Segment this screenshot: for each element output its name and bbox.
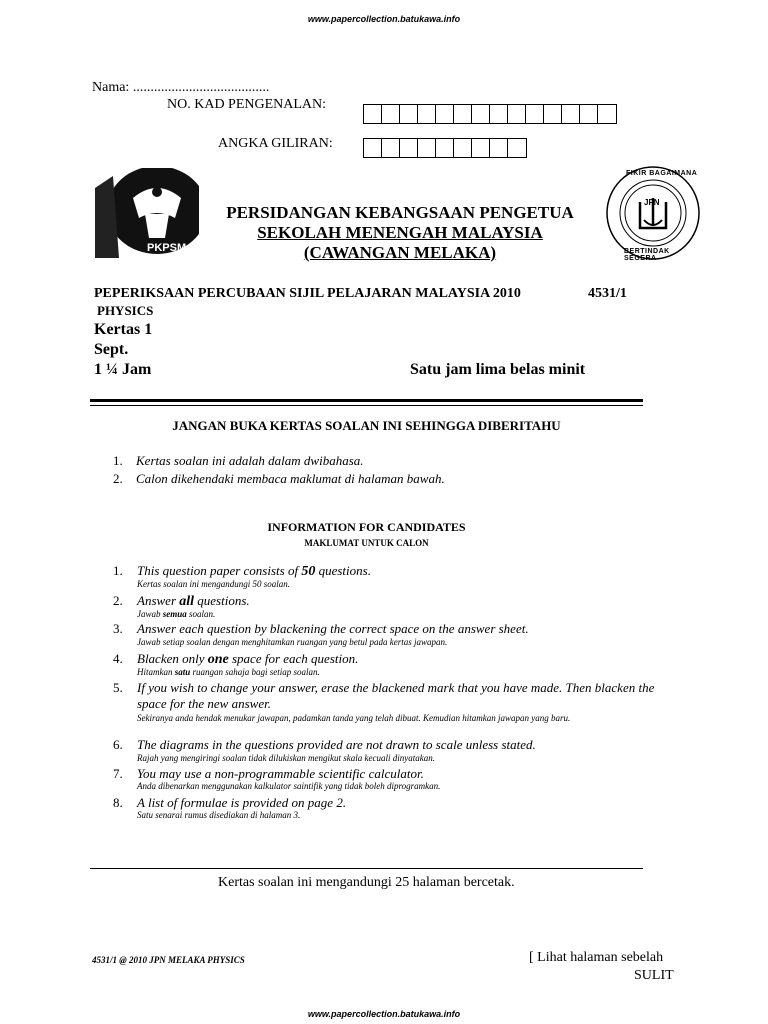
header-rule-thin bbox=[90, 405, 643, 406]
digit-box[interactable] bbox=[562, 105, 580, 123]
instruction-en: Answer each question by blackening the correct space on the answer sheet. bbox=[137, 621, 529, 636]
angka-giliran-boxes[interactable] bbox=[363, 138, 527, 158]
exam-code: 4531/1 bbox=[588, 286, 627, 301]
do-not-open-warning: JANGAN BUKA KERTAS SOALAN INI SEHINGGA DIBERITAHU bbox=[172, 418, 561, 433]
jpn-seal bbox=[604, 164, 702, 262]
ic-number-boxes[interactable] bbox=[363, 104, 617, 124]
ic-number-label: NO. KAD PENGENALAN: bbox=[167, 97, 327, 112]
instruction-ms: Anda dibenarkan menggunakan kalkulator saintifik yang tidak boleh diprogramkan. bbox=[137, 781, 441, 791]
digit-box[interactable] bbox=[364, 105, 382, 123]
digit-box[interactable] bbox=[526, 105, 544, 123]
digit-box[interactable] bbox=[472, 139, 490, 157]
instruction-en: Blacken only one space for each question. bbox=[137, 651, 359, 667]
org-title-line2: SEKOLAH MENENGAH MALAYSIA bbox=[257, 223, 543, 242]
instruction-number: 4. bbox=[113, 651, 123, 666]
note-number: 2. bbox=[113, 471, 123, 486]
header-rule-thick bbox=[90, 399, 643, 402]
footer-sulit: SULIT bbox=[634, 968, 674, 983]
exam-duration: 1 ¼ Jam bbox=[94, 361, 152, 378]
instruction-number: 2. bbox=[113, 593, 123, 608]
digit-box[interactable] bbox=[364, 139, 382, 157]
digit-box[interactable] bbox=[598, 105, 616, 123]
org-title-line1: PERSIDANGAN KEBANGSAAN PENGETUA bbox=[226, 203, 574, 222]
note-text: Kertas soalan ini adalah dalam dwibahasa. bbox=[136, 453, 364, 468]
digit-box[interactable] bbox=[580, 105, 598, 123]
seal-center-text: JPN bbox=[644, 198, 660, 207]
pkpsm-logo-text: PKPSM bbox=[147, 242, 187, 254]
page-count-note: Kertas soalan ini mengandungi 25 halaman bercetak. bbox=[218, 875, 515, 890]
exam-paper: Kertas 1 bbox=[94, 321, 153, 338]
exam-duration-words: Satu jam lima belas minit bbox=[410, 361, 586, 378]
digit-box[interactable] bbox=[454, 139, 472, 157]
digit-box[interactable] bbox=[382, 139, 400, 157]
exam-subject: PHYSICS bbox=[97, 303, 154, 318]
watermark-url-bottom[interactable]: www.papercollection.batukawa.info bbox=[307, 1009, 461, 1019]
instruction-ms: Sekiranya anda hendak menukar jawapan, padamkan tanda yang telah dibuat. Kemudian hitamkan jawapan yang baru. bbox=[137, 713, 571, 723]
digit-box[interactable] bbox=[418, 105, 436, 123]
seal-motto-bottom: BERTINDAK SEGERA bbox=[624, 248, 670, 262]
instruction-en: The diagrams in the questions provided are not drawn to scale unless stated. bbox=[137, 737, 536, 752]
instruction-en: You may use a non-programmable scientific calculator. bbox=[137, 766, 424, 781]
info-subtitle: MAKLUMAT UNTUK CALON bbox=[304, 538, 429, 548]
digit-box[interactable] bbox=[508, 139, 526, 157]
watermark-url-top[interactable]: www.papercollection.batukawa.info bbox=[307, 14, 461, 24]
instruction-number: 7. bbox=[113, 766, 123, 781]
digit-box[interactable] bbox=[436, 139, 454, 157]
instruction-number: 3. bbox=[113, 621, 123, 636]
instruction-ms: Hitamkan satu ruangan sahaja bagi setiap soalan. bbox=[137, 667, 320, 677]
note-text: Calon dikehendaki membaca maklumat di halaman bawah. bbox=[136, 471, 445, 486]
instruction-en: A list of formulae is provided on page 2. bbox=[137, 795, 347, 810]
note-number: 1. bbox=[113, 453, 123, 468]
instruction-number: 1. bbox=[113, 563, 123, 578]
instruction-ms: Rajah yang mengiringi soalan tidak dilukiskan mengikut skala kecuali dinyatakan. bbox=[137, 753, 435, 763]
name-field-label: Nama: ....................................... bbox=[92, 80, 270, 95]
digit-box[interactable] bbox=[490, 139, 508, 157]
digit-box[interactable] bbox=[418, 139, 436, 157]
footer-next-page: [ Lihat halaman sebelah bbox=[529, 950, 664, 965]
footer-rule bbox=[90, 868, 643, 869]
org-title-line3: (CAWANGAN MELAKA) bbox=[303, 243, 497, 262]
digit-box[interactable] bbox=[454, 105, 472, 123]
instruction-number: 6. bbox=[113, 737, 123, 752]
digit-box[interactable] bbox=[508, 105, 526, 123]
digit-box[interactable] bbox=[472, 105, 490, 123]
info-title: INFORMATION FOR CANDIDATES bbox=[267, 520, 466, 534]
instruction-en: If you wish to change your answer, erase the blackened mark that you have made. Then blacken the space for the new answer. bbox=[137, 680, 655, 711]
exam-title: PEPERIKSAAN PERCUBAAN SIJIL PELAJARAN MALAYSIA 2010 bbox=[94, 286, 521, 301]
digit-box[interactable] bbox=[490, 105, 508, 123]
footer-paper-code: 4531/1 @ 2010 JPN MELAKA PHYSICS bbox=[92, 955, 245, 965]
angka-giliran-label: ANGKA GILIRAN: bbox=[218, 136, 333, 151]
digit-box[interactable] bbox=[400, 139, 418, 157]
pkpsm-logo bbox=[95, 168, 199, 262]
instruction-number: 8. bbox=[113, 795, 123, 810]
seal-motto-top: FIKIR BAGAIMANA bbox=[626, 170, 698, 177]
instruction-number: 5. bbox=[113, 680, 123, 695]
digit-box[interactable] bbox=[436, 105, 454, 123]
instruction-ms: Satu senarai rumus disediakan di halaman 3. bbox=[137, 810, 301, 820]
instruction-en: This question paper consists of 50 questions. bbox=[137, 563, 371, 579]
digit-box[interactable] bbox=[544, 105, 562, 123]
exam-month: Sept. bbox=[94, 341, 129, 358]
instruction-ms: Jawab semua soalan. bbox=[137, 609, 216, 619]
digit-box[interactable] bbox=[382, 105, 400, 123]
instruction-ms: Jawab setiap soalan dengan menghitamkan ruangan yang betul pada kertas jawapan. bbox=[137, 637, 448, 647]
digit-box[interactable] bbox=[400, 105, 418, 123]
instruction-ms: Kertas soalan ini mengandungi 50 soalan. bbox=[137, 579, 291, 589]
instruction-en: Answer all questions. bbox=[137, 593, 250, 609]
